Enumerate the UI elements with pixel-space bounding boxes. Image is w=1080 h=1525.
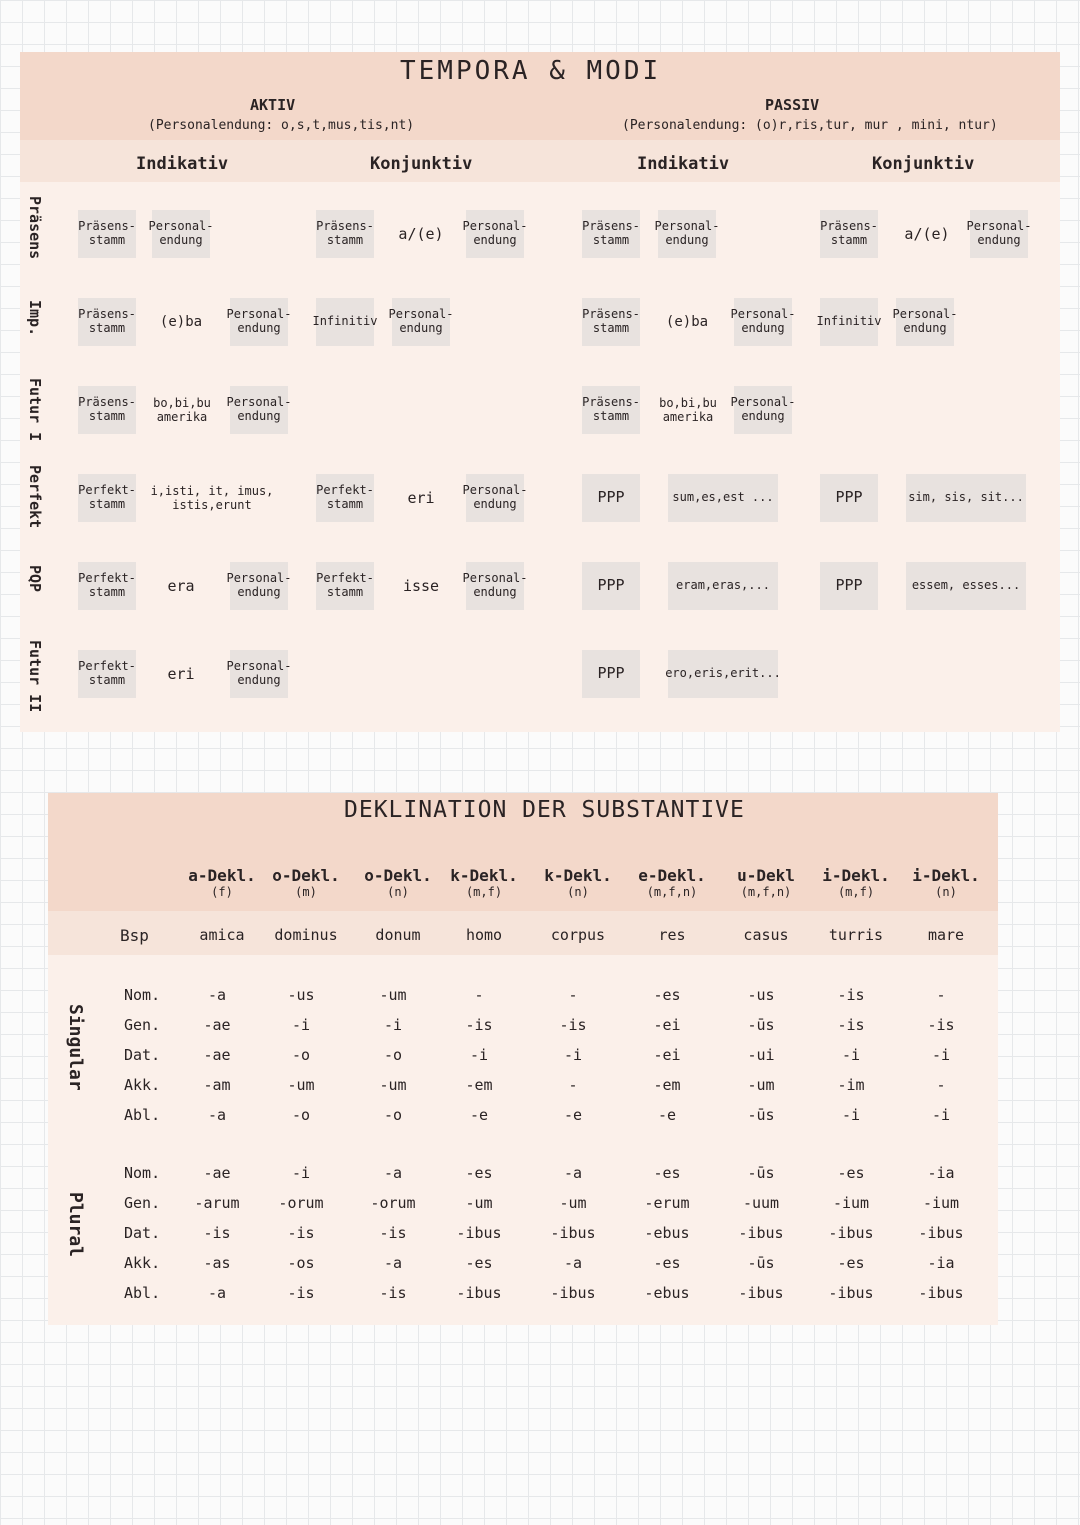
plural-ending: -is: [287, 1284, 315, 1302]
akt-konj-imp-endung: Personal- endung: [392, 298, 450, 346]
plural-ending: -i: [291, 1164, 311, 1182]
singular-ending: -i: [931, 1106, 951, 1124]
plural-ending: -um: [465, 1194, 493, 1212]
pas-ind-imp-stamm: Präsens- stamm: [582, 298, 640, 346]
plural-ending: -orum: [278, 1194, 324, 1212]
plural-ending: -is: [379, 1284, 407, 1302]
akt-ind-fut1-endung: Personal- endung: [230, 386, 288, 434]
akt-ind-imp-eba: (e)ba: [159, 313, 203, 330]
singular-ending: -: [936, 986, 946, 1004]
plural-ending: -os: [287, 1254, 315, 1272]
plural-ending: -ibus: [738, 1284, 784, 1302]
declension-example: turris: [828, 926, 884, 944]
declension-header: [528, 866, 628, 899]
plural-ending: -ae: [203, 1164, 231, 1182]
singular-ending: -o: [291, 1106, 311, 1124]
pas-ind-imp-endung: Personal- endung: [734, 298, 792, 346]
singular-ending: -um: [379, 986, 407, 1004]
declension-gender: (m,f): [837, 885, 875, 899]
declension-header: [806, 866, 906, 899]
plural-ending: -ūs: [747, 1164, 775, 1182]
singular-ending: -: [568, 986, 578, 1004]
akt-ind-fut2-eri: eri: [167, 665, 195, 683]
plural-ending: -ibus: [738, 1224, 784, 1242]
akt-ind-perf-endungen: i,isti, it, imus, istis,erunt: [150, 483, 274, 512]
plural-ending: -um: [559, 1194, 587, 1212]
pas-ind-fut1-endung: Personal- endung: [734, 386, 792, 434]
akt-ind-fut2-stamm: Perfekt- stamm: [78, 650, 136, 698]
declension-gender: (m): [295, 885, 317, 899]
pas-ind-praes-stamm: Präsens- stamm: [582, 210, 640, 258]
declension-gender: (m,f,n): [646, 885, 698, 899]
case-label-singular: Nom.: [124, 986, 161, 1004]
pas-ind-fut1-bobibu: bo,bi,bu amerika: [659, 395, 717, 424]
akt-konj-praes-ae: a/(e): [398, 225, 444, 243]
case-label-singular: Dat.: [124, 1046, 161, 1064]
aktiv-konjunktiv-label: Konjunktiv: [370, 154, 473, 174]
singular-ending: -i: [291, 1016, 311, 1034]
akt-ind-pqp-endung: Personal- endung: [230, 562, 288, 610]
declension-example: res: [658, 926, 686, 944]
aktiv-note: (Personalendung: o,s,t,mus,tis,nt): [148, 118, 415, 133]
case-label-plural: Akk.: [124, 1254, 161, 1272]
singular-ending: -ūs: [747, 1016, 775, 1034]
pas-ind-perf-sum: sum,es,est ...: [668, 474, 778, 522]
singular-ending: -i: [931, 1046, 951, 1064]
singular-ending: -es: [653, 986, 681, 1004]
declension-header: [256, 866, 356, 899]
plural-label: Plural: [65, 1192, 86, 1258]
pas-konj-perf-ppp: PPP: [820, 474, 878, 522]
plural-ending: -a: [563, 1164, 583, 1182]
singular-ending: -is: [837, 986, 865, 1004]
tempora-title: TEMPORA & MODI: [400, 56, 662, 86]
declension-gender: (n): [935, 885, 957, 899]
singular-ending: -is: [927, 1016, 955, 1034]
singular-ending: -am: [203, 1076, 231, 1094]
passiv-indikativ-label: Indikativ: [637, 154, 730, 174]
declension-name: o-Dekl.: [272, 866, 340, 885]
plural-ending: -erum: [644, 1194, 690, 1212]
declension-name: k-Dekl.: [450, 866, 518, 885]
plural-ending: -ebus: [644, 1224, 690, 1242]
singular-ending: -ei: [653, 1046, 681, 1064]
plural-ending: -ibus: [828, 1284, 874, 1302]
singular-ending: -i: [841, 1106, 861, 1124]
pas-konj-pqp-essem: essem, esses...: [906, 562, 1026, 610]
plural-ending: -ium: [832, 1194, 870, 1212]
declension-gender: (n): [567, 885, 589, 899]
pas-konj-perf-sim: sim, sis, sit...: [906, 474, 1026, 522]
singular-ending: -i: [563, 1046, 583, 1064]
plural-ending: -ibus: [550, 1284, 596, 1302]
case-label-singular: Akk.: [124, 1076, 161, 1094]
singular-ending: -is: [559, 1016, 587, 1034]
singular-ending: -im: [837, 1076, 865, 1094]
akt-ind-praes-endung: Personal- endung: [152, 210, 210, 258]
declension-gender: (f): [211, 885, 233, 899]
plural-ending: -es: [837, 1254, 865, 1272]
plural-ending: -ibus: [550, 1224, 596, 1242]
plural-ending: -a: [207, 1284, 227, 1302]
akt-konj-praes-stamm: Präsens- stamm: [316, 210, 374, 258]
plural-ending: -es: [837, 1164, 865, 1182]
plural-ending: -uum: [742, 1194, 780, 1212]
plural-ending: -ibus: [918, 1284, 964, 1302]
row-label-futur-2: Futur II: [26, 640, 44, 713]
declension-header: [716, 866, 816, 899]
declension-header: [622, 866, 722, 899]
pas-ind-fut2-ppp: PPP: [582, 650, 640, 698]
singular-ending: -is: [465, 1016, 493, 1034]
plural-ending: -orum: [370, 1194, 416, 1212]
plural-ending: -ium: [922, 1194, 960, 1212]
row-label-praesens: Präsens: [26, 196, 44, 260]
singular-ending: -ae: [203, 1016, 231, 1034]
plural-ending: -ibus: [828, 1224, 874, 1242]
akt-konj-pqp-stamm: Perfekt- stamm: [316, 562, 374, 610]
pas-konj-praes-ae: a/(e): [904, 225, 950, 243]
singular-ending: -em: [465, 1076, 493, 1094]
declension-example: dominus: [274, 926, 338, 944]
case-label-plural: Abl.: [124, 1284, 161, 1302]
pas-ind-pqp-ppp: PPP: [582, 562, 640, 610]
row-label-imperfekt: Imp.: [26, 300, 44, 337]
akt-ind-praes-stamm: Präsens- stamm: [78, 210, 136, 258]
declension-name: i-Dekl.: [912, 866, 980, 885]
case-label-singular: Gen.: [124, 1016, 161, 1034]
case-label-plural: Gen.: [124, 1194, 161, 1212]
declension-header: [434, 866, 534, 899]
declension-name: i-Dekl.: [822, 866, 890, 885]
akt-ind-perf-stamm: Perfekt- stamm: [78, 474, 136, 522]
singular-ending: -is: [837, 1016, 865, 1034]
singular-ending: -ui: [747, 1046, 775, 1064]
singular-ending: -: [936, 1076, 946, 1094]
singular-ending: -: [568, 1076, 578, 1094]
declension-example: mare: [927, 926, 965, 944]
declension-name: o-Dekl.: [364, 866, 432, 885]
singular-ending: -ūs: [747, 1106, 775, 1124]
plural-ending: -es: [653, 1254, 681, 1272]
singular-ending: -i: [469, 1046, 489, 1064]
case-label-plural: Nom.: [124, 1164, 161, 1182]
pas-ind-imp-eba: (e)ba: [665, 313, 709, 330]
declension-name: a-Dekl.: [188, 866, 256, 885]
akt-konj-perf-endung: Personal- endung: [466, 474, 524, 522]
declension-example: corpus: [550, 926, 606, 944]
singular-ending: -o: [383, 1106, 403, 1124]
akt-ind-pqp-era: era: [167, 577, 195, 595]
plural-ending: -is: [287, 1224, 315, 1242]
singular-ending: -ei: [653, 1016, 681, 1034]
plural-ending: -a: [383, 1254, 403, 1272]
pas-ind-perf-ppp: PPP: [582, 474, 640, 522]
singular-ending: -um: [379, 1076, 407, 1094]
akt-konj-pqp-endung: Personal- endung: [466, 562, 524, 610]
plural-ending: -es: [653, 1164, 681, 1182]
singular-ending: -a: [207, 1106, 227, 1124]
bsp-label: Bsp: [120, 926, 149, 945]
plural-ending: -es: [465, 1254, 493, 1272]
declension-example: amica: [199, 926, 245, 944]
akt-ind-fut2-endung: Personal- endung: [230, 650, 288, 698]
singular-ending: -us: [287, 986, 315, 1004]
akt-ind-pqp-stamm: Perfekt- stamm: [78, 562, 136, 610]
deklination-title: DEKLINATION DER SUBSTANTIVE: [344, 797, 745, 823]
declension-example: casus: [743, 926, 789, 944]
plural-ending: -ibus: [456, 1284, 502, 1302]
plural-ending: -is: [203, 1224, 231, 1242]
singular-ending: -o: [291, 1046, 311, 1064]
pas-konj-imp-infinitiv: Infinitiv: [820, 298, 878, 346]
singular-ending: -: [474, 986, 484, 1004]
pas-ind-praes-endung: Personal- endung: [658, 210, 716, 258]
case-label-plural: Dat.: [124, 1224, 161, 1242]
plural-ending: -a: [383, 1164, 403, 1182]
plural-ending: -ūs: [747, 1254, 775, 1272]
akt-konj-pqp-isse: isse: [402, 577, 440, 595]
singular-ending: -i: [841, 1046, 861, 1064]
declension-gender: (m,f,n): [740, 885, 792, 899]
passiv-label: PASSIV: [765, 96, 820, 114]
row-label-perfekt: Perfekt: [26, 465, 44, 529]
plural-ending: -ia: [927, 1164, 955, 1182]
declension-name: e-Dekl.: [638, 866, 706, 885]
pas-ind-pqp-eram: eram,eras,...: [668, 562, 778, 610]
declension-name: u-Dekl: [737, 866, 795, 885]
singular-label: Singular: [65, 1004, 86, 1091]
declension-gender: (n): [387, 885, 409, 899]
declension-gender: (m,f): [465, 885, 503, 899]
declension-name: k-Dekl.: [544, 866, 612, 885]
row-label-futur-1: Futur I: [26, 378, 44, 442]
plural-ending: -es: [465, 1164, 493, 1182]
akt-konj-perf-eri: eri: [407, 489, 435, 507]
plural-ending: -is: [379, 1224, 407, 1242]
singular-ending: -a: [207, 986, 227, 1004]
pas-konj-praes-stamm: Präsens- stamm: [820, 210, 878, 258]
case-label-singular: Abl.: [124, 1106, 161, 1124]
singular-ending: -i: [383, 1016, 403, 1034]
passiv-note: (Personalendung: (o)r,ris,tur, mur , mini, ntur): [622, 118, 998, 133]
plural-ending: -as: [203, 1254, 231, 1272]
plural-ending: -a: [563, 1254, 583, 1272]
pas-ind-fut1-stamm: Präsens- stamm: [582, 386, 640, 434]
singular-ending: -ae: [203, 1046, 231, 1064]
plural-ending: -ibus: [456, 1224, 502, 1242]
singular-ending: -um: [287, 1076, 315, 1094]
singular-ending: -um: [747, 1076, 775, 1094]
declension-example: homo: [465, 926, 503, 944]
akt-ind-fut1-stamm: Präsens- stamm: [78, 386, 136, 434]
akt-konj-perf-stamm: Perfekt- stamm: [316, 474, 374, 522]
declension-header: [348, 866, 448, 899]
declension-example: donum: [375, 926, 421, 944]
aktiv-label: AKTIV: [250, 96, 296, 114]
singular-ending: -em: [653, 1076, 681, 1094]
plural-ending: -ibus: [918, 1224, 964, 1242]
row-label-pqp: PQP: [26, 565, 44, 593]
singular-ending: -e: [563, 1106, 583, 1124]
plural-ending: -arum: [194, 1194, 240, 1212]
singular-ending: -e: [657, 1106, 677, 1124]
declension-header: [896, 866, 996, 899]
akt-ind-imp-endung: Personal- endung: [230, 298, 288, 346]
pas-konj-praes-endung: Personal- endung: [970, 210, 1028, 258]
plural-ending: -ebus: [644, 1284, 690, 1302]
pas-ind-fut2-ero: ero,eris,erit...: [668, 650, 778, 698]
passiv-konjunktiv-label: Konjunktiv: [872, 154, 975, 174]
akt-konj-imp-infinitiv: Infinitiv: [316, 298, 374, 346]
singular-ending: -us: [747, 986, 775, 1004]
pas-konj-imp-endung: Personal- endung: [896, 298, 954, 346]
aktiv-indikativ-label: Indikativ: [136, 154, 229, 174]
singular-ending: -e: [469, 1106, 489, 1124]
plural-ending: -ia: [927, 1254, 955, 1272]
akt-ind-imp-stamm: Präsens- stamm: [78, 298, 136, 346]
akt-konj-praes-endung: Personal- endung: [466, 210, 524, 258]
singular-ending: -o: [383, 1046, 403, 1064]
akt-ind-fut1-bobibu: bo,bi,bu amerika: [153, 395, 211, 424]
pas-konj-pqp-ppp: PPP: [820, 562, 878, 610]
